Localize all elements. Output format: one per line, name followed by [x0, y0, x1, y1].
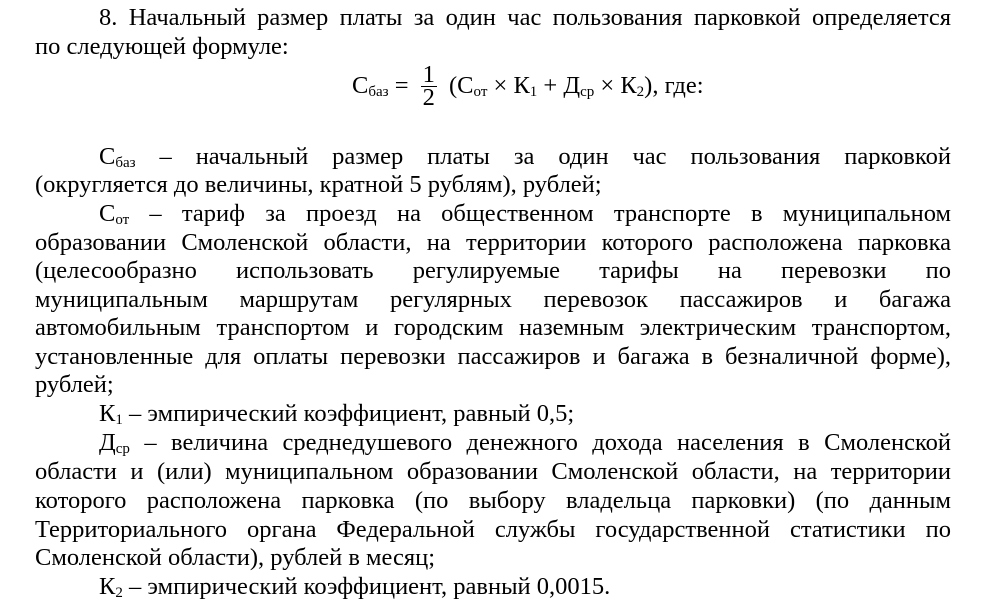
definition-k2: [99, 573, 951, 601]
definition-k1-text: – эмпирический коэффициент, равный 0,5;: [122, 400, 575, 427]
definition-cot-line: муниципальным маршрутам регулярных перевозок пассажиров и багажа: [35, 286, 951, 313]
definition-dsr-line: области и (или) муниципальном образовании Смоленской области, на территории: [35, 458, 951, 485]
clause-text-line-1: [99, 4, 951, 32]
clause-line-2: по следующей формуле:: [35, 33, 289, 60]
fraction-numerator: 1: [422, 60, 435, 88]
definition-cot-line: образовании Смоленской области, на территории которого расположена парковка: [35, 229, 951, 256]
definition-cbaz-text-2: (округляется до величины, кратной 5 рублям), рублей;: [35, 171, 602, 198]
definition-dsr-last-line: Смоленской области), рублей в месяц;: [35, 544, 436, 571]
definition-cot-line-1: [99, 200, 951, 228]
symbol-cot: $С_{от}$: [99, 200, 130, 228]
clause-line-1: 8. Начальный размер платы за один час пользования парковкой определяется: [99, 4, 951, 31]
definition-dsr-line-1: [99, 429, 951, 457]
definition-cbaz-line-2: [35, 171, 951, 199]
definition-cot-line: установленные для оплаты перевозки пассажиров и багажа в безналичной форме),: [35, 343, 951, 370]
formula: [352, 60, 704, 112]
formula-equals: =: [388, 72, 415, 99]
clause-text-line-2: [35, 33, 951, 61]
symbol-k2: $К_2$: [99, 573, 123, 601]
symbol-dsr: $Д_{ср}$: [99, 429, 130, 457]
symbol-cbaz: $С_{баз}$: [99, 143, 136, 171]
formula-fraction: [421, 60, 437, 111]
definition-dsr-line: которого расположена парковка (по выбору владельца парковки) (по данным: [35, 487, 951, 514]
definition-dsr-line: Территориального органа Федеральной службы государственной статистики по: [35, 516, 951, 543]
definition-cot-line: автомобильным транспортом и городским наземным электрическим транспортом,: [35, 314, 951, 341]
definition-cbaz-text: – начальный размер платы за один час пользования парковкой: [135, 143, 951, 170]
definition-k1: [99, 400, 951, 428]
formula-rhs: $(С_{от} \times К_1 + Д_{ср} \times К_2)$, где:: [442, 72, 704, 100]
definition-cot-text: – тариф за проезд на общественном транспорте в муниципальном: [129, 200, 951, 227]
fraction-denominator: 2: [422, 83, 435, 111]
definition-cot-last-line: рублей;: [35, 371, 114, 398]
symbol-k1: $К_1$: [99, 400, 123, 428]
definition-cbaz-line-1: [99, 143, 951, 171]
definition-k2-text: – эмпирический коэффициент, равный 0,0015.: [122, 573, 611, 600]
definition-cot-line: (целесообразно использовать регулируемые тарифы на перевозки по: [35, 257, 951, 284]
formula-lhs: $С_{баз}$: [352, 72, 389, 100]
definition-dsr-text: – величина среднедушевого денежного дохода населения в Смоленской: [129, 429, 951, 456]
